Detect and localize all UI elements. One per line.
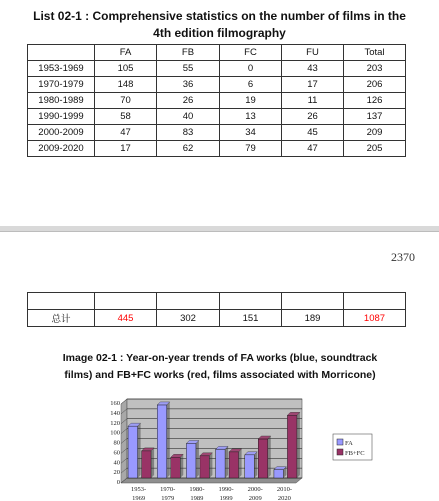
period-cell: 1970-1979 — [28, 77, 95, 93]
fbfc-bar-side — [268, 436, 271, 478]
y-tick-label: 40 — [113, 459, 120, 467]
fa-bar-side — [138, 423, 141, 478]
fbfc-bar — [142, 451, 152, 478]
fa-bar — [274, 470, 284, 478]
header-cell: Total — [344, 45, 406, 61]
period-cell: 2009-2020 — [28, 141, 95, 157]
empty-cell — [157, 293, 220, 310]
x-tick-label: 2009 — [248, 495, 262, 501]
fbfc-bar — [229, 452, 239, 478]
value-cell: 11 — [282, 93, 344, 109]
table-row — [28, 77, 406, 93]
total-label-cell: 总计 — [28, 310, 95, 327]
fbfc-bar — [258, 439, 268, 478]
empty-cell — [95, 293, 157, 310]
value-cell: 55 — [157, 61, 220, 77]
value-cell: 36 — [157, 77, 220, 93]
value-cell: 70 — [95, 93, 157, 109]
value-cell: 17 — [282, 77, 344, 93]
value-cell: 58 — [95, 109, 157, 125]
total-cell: 126 — [344, 93, 406, 109]
total-cell: 205 — [344, 141, 406, 157]
value-cell: 17 — [95, 141, 157, 157]
period-cell: 1980-1989 — [28, 93, 95, 109]
fbfc-bar-side — [239, 449, 242, 478]
value-cell: 13 — [220, 109, 282, 125]
value-cell: 19 — [220, 93, 282, 109]
value-cell: 40 — [157, 109, 220, 125]
fbfc-bar-side — [151, 448, 154, 478]
y-tick-label: 20 — [113, 469, 120, 477]
period-cell: 1990-1999 — [28, 109, 95, 125]
x-tick-label: 1969 — [132, 495, 146, 501]
fa-bar-side — [196, 440, 199, 478]
fa-bar-side — [254, 452, 257, 478]
empty-cell — [220, 293, 282, 310]
empty-cell — [28, 293, 95, 310]
table-row — [28, 61, 406, 77]
total-cell: 206 — [344, 77, 406, 93]
value-cell: 26 — [282, 109, 344, 125]
fa-bar — [157, 405, 167, 478]
table-row — [28, 125, 406, 141]
value-cell: 34 — [220, 125, 282, 141]
page-separator-edge — [0, 231, 439, 232]
image-title-line-2: films) and FB+FC works (red, films associated with Morricone) — [64, 369, 376, 381]
fa-bar — [186, 443, 196, 478]
y-tick-label: 80 — [113, 439, 120, 447]
empty-row — [28, 293, 406, 310]
empty-cell — [282, 293, 344, 310]
total-fa-cell: 445 — [95, 310, 157, 327]
x-tick-label: 2000- — [247, 486, 263, 493]
fbfc-bar-side — [209, 453, 212, 478]
x-tick-label: 1989 — [190, 495, 204, 501]
value-cell: 47 — [95, 125, 157, 141]
total-cell: 203 — [344, 61, 406, 77]
empty-cell — [344, 293, 406, 310]
legend-swatch — [337, 439, 343, 445]
total-cell: 137 — [344, 109, 406, 125]
bar-chart — [0, 390, 439, 501]
total-fu-cell: 189 — [282, 310, 344, 327]
grand-total-cell: 1087 — [344, 310, 406, 327]
fbfc-bar — [171, 457, 181, 478]
value-cell: 43 — [282, 61, 344, 77]
fa-bar-side — [167, 402, 170, 478]
header-cell: FC — [220, 45, 282, 61]
value-cell: 47 — [282, 141, 344, 157]
table-row — [28, 109, 406, 125]
fbfc-bar — [287, 415, 297, 478]
total-fb-cell: 302 — [157, 310, 220, 327]
table-row — [28, 141, 406, 157]
value-cell: 6 — [220, 77, 282, 93]
legend-label: FA — [345, 440, 353, 447]
value-cell: 105 — [95, 61, 157, 77]
y-tick-label: 160 — [110, 400, 120, 407]
period-cell: 2000-2009 — [28, 125, 95, 141]
total-row — [28, 310, 406, 327]
x-tick-label: 1979 — [161, 495, 175, 501]
total-table — [27, 292, 406, 327]
table-row — [28, 93, 406, 109]
fbfc-bar-side — [180, 454, 183, 478]
stats-header-row — [28, 45, 406, 61]
image-title — [30, 350, 410, 384]
value-cell: 26 — [157, 93, 220, 109]
header-cell — [28, 45, 95, 61]
legend-label: FB+FC — [345, 450, 365, 457]
total-cell: 209 — [344, 125, 406, 141]
list-title-line-2: 4th edition filmography — [153, 26, 286, 40]
fa-bar-side — [225, 446, 228, 478]
x-tick-label: 1980- — [189, 486, 205, 493]
value-cell: 79 — [220, 141, 282, 157]
fa-bar — [245, 455, 255, 478]
x-tick-label: 1953- — [130, 486, 147, 493]
legend-swatch — [337, 449, 343, 455]
x-tick-label: 1990- — [218, 486, 234, 493]
page-number: 2370 — [391, 250, 415, 264]
header-cell: FB — [157, 45, 220, 61]
value-cell: 0 — [220, 61, 282, 77]
y-tick-label: 60 — [113, 449, 120, 457]
y-tick-label: 100 — [110, 429, 120, 437]
total-fc-cell: 151 — [220, 310, 282, 327]
fa-bar — [128, 426, 138, 478]
header-cell: FA — [95, 45, 157, 61]
x-tick-label: 2020 — [277, 495, 291, 501]
list-title-line-1: List 02-1 : Comprehensive statistics on the number of films in the — [33, 9, 406, 23]
list-title — [0, 8, 439, 42]
x-tick-label: 1999 — [219, 495, 233, 501]
y-tick-label: 140 — [110, 409, 120, 417]
y-tick-label: 120 — [110, 419, 120, 427]
plot-floor — [121, 478, 302, 483]
value-cell: 45 — [282, 125, 344, 141]
value-cell: 83 — [157, 125, 220, 141]
value-cell: 62 — [157, 141, 220, 157]
x-tick-label: 2010- — [276, 486, 293, 493]
fa-bar — [216, 449, 226, 478]
value-cell: 148 — [95, 77, 157, 93]
fbfc-bar — [200, 456, 210, 478]
y-tick-label: 0 — [116, 479, 120, 486]
header-cell: FU — [282, 45, 344, 61]
stats-table — [27, 44, 406, 157]
period-cell: 1953-1969 — [28, 61, 95, 77]
image-title-line-1: Image 02-1 : Year-on-year trends of FA works (blue, soundtrack — [62, 352, 378, 364]
fbfc-bar-side — [297, 412, 300, 478]
x-tick-label: 1970- — [160, 486, 176, 493]
